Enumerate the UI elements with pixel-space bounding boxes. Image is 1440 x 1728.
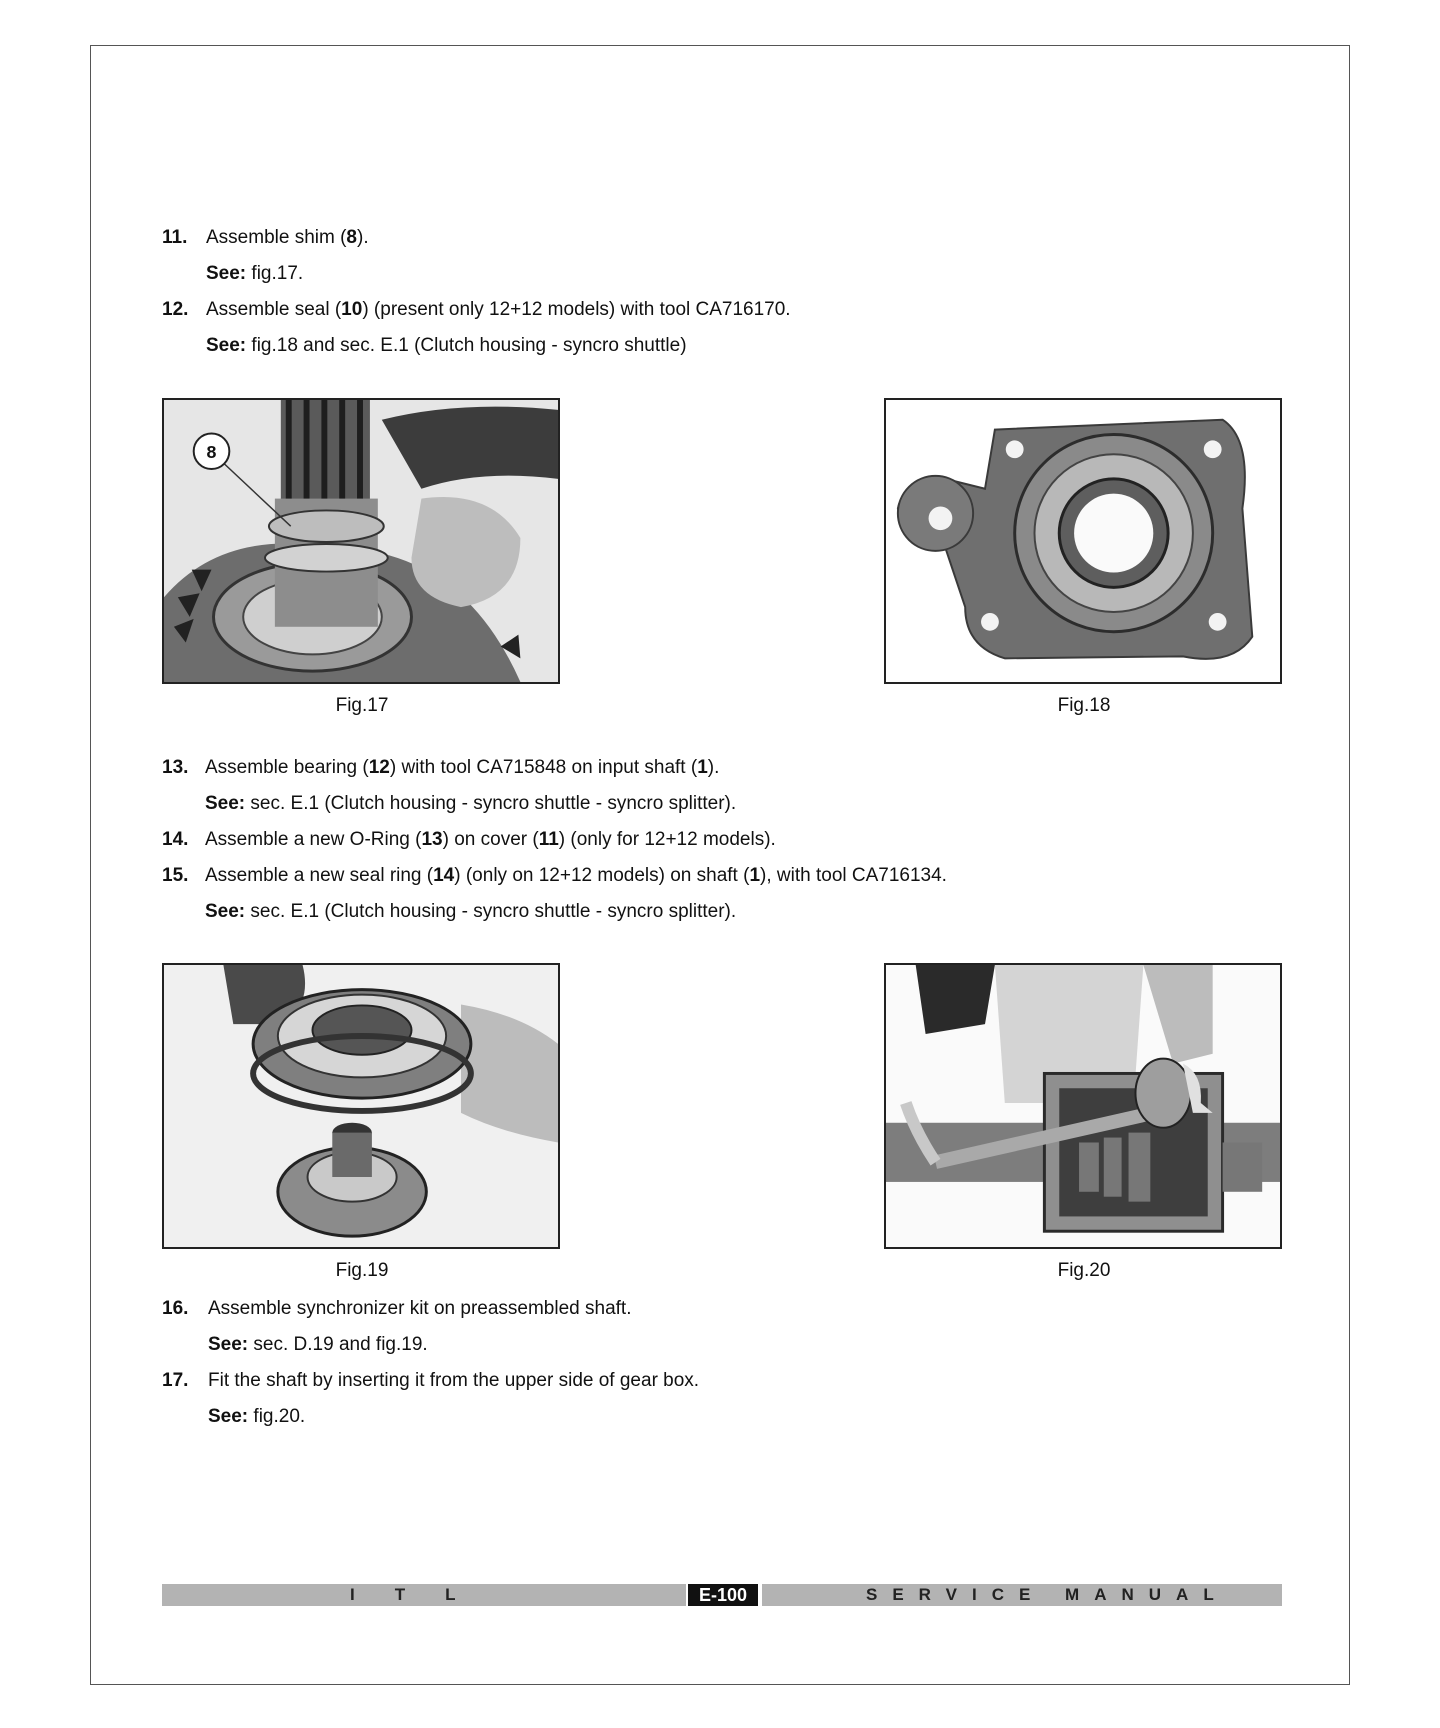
step-number: 13. [162,757,189,778]
figure-17-shaft-shim-photo [162,398,560,684]
figure-caption: Fig.17 [335,695,389,716]
step-text: Assemble seal (10) (present only 12+12 models) with tool CA716170. [206,299,791,320]
step-number: 12. [162,299,189,320]
see-reference: See: sec. E.1 (Clutch housing - syncro shuttle - syncro splitter). [205,901,737,922]
figure-caption: Fig.18 [1057,695,1111,716]
see-reference: See: sec. E.1 (Clutch housing - syncro shuttle - syncro splitter). [205,793,737,814]
callout-label: 8 [206,442,217,463]
step-text: Assemble a new seal ring (14) (only on 12+12 models) on shaft (1), with tool CA716134. [205,865,947,886]
figure-20-gearbox-fitting-photo [884,963,1282,1249]
page-number: E-100 [688,1584,758,1606]
step-text: Assemble bearing (12) with tool CA715848 on input shaft (1). [205,757,720,778]
footer-title: SERVICE MANUAL [866,1585,1229,1604]
step-text: Assemble synchronizer kit on preassembled shaft. [208,1298,632,1319]
step-text: Fit the shaft by inserting it from the upper side of gear box. [208,1370,700,1391]
step-number: 15. [162,865,189,886]
step-text: Assemble a new O-Ring (13) on cover (11) (only for 12+12 models). [205,829,776,850]
footer-brand: ITL [350,1585,496,1604]
see-reference: See: fig.18 and sec. E.1 (Clutch housing - syncro shuttle) [206,335,687,356]
figure-18-housing-cover-photo [884,398,1282,684]
step-number: 17. [162,1370,189,1391]
figure-caption: Fig.19 [335,1260,389,1281]
see-reference: See: fig.17. [206,263,304,284]
figure-caption: Fig.20 [1057,1260,1111,1281]
step-number: 16. [162,1298,189,1319]
step-number: 14. [162,829,189,850]
step-number: 11. [162,227,188,248]
see-reference: See: sec. D.19 and fig.19. [208,1334,428,1355]
see-reference: See: fig.20. [208,1406,306,1427]
step-text: Assemble shim (8). [206,227,369,248]
figure-19-synchronizer-photo [162,963,560,1249]
